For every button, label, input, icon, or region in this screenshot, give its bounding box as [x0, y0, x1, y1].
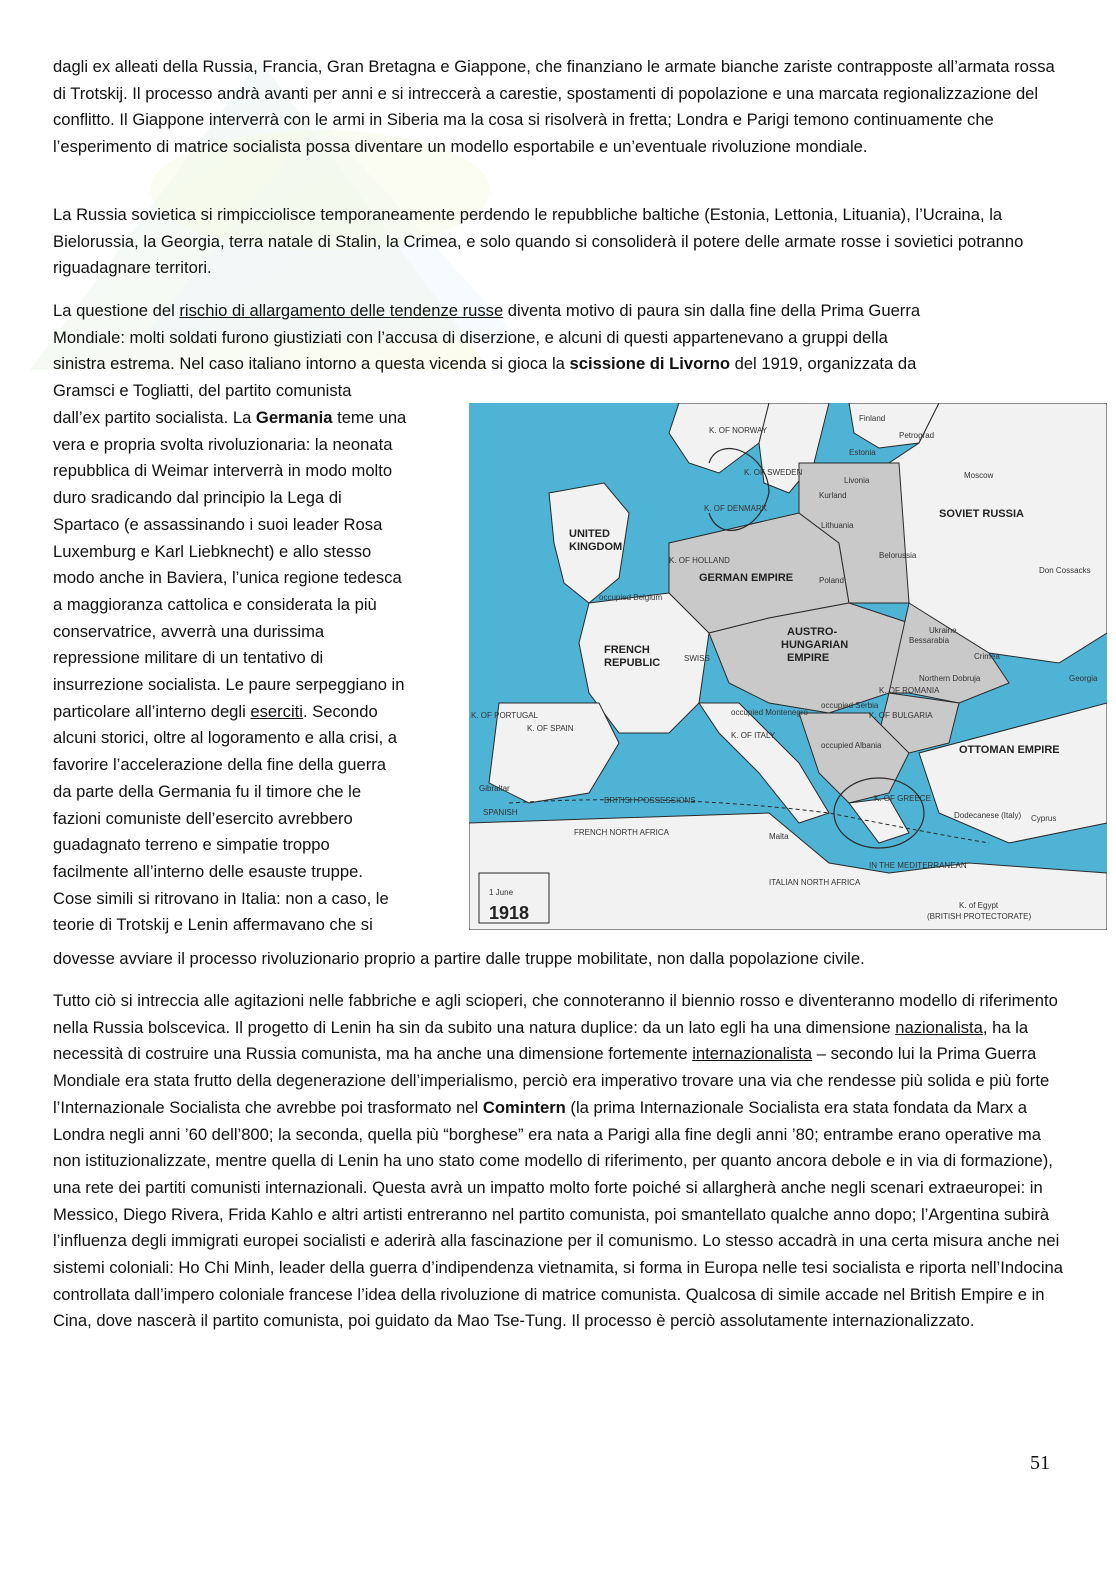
map-label-poland: Poland: [819, 576, 844, 585]
underlined-word: eserciti: [250, 701, 303, 721]
map-label-livonia: Livonia: [844, 476, 870, 485]
map-label-inmed: IN THE MEDITERRANEAN: [869, 861, 967, 870]
map-label-romania: K. OF ROMANIA: [879, 686, 940, 695]
map-date-label: 1 June: [489, 888, 514, 897]
map-label-austria-3: EMPIRE: [787, 652, 830, 664]
bold-term: scissione di Livorno: [569, 354, 730, 374]
wrapped-paragraph-end: dovesse avviare il processo rivoluzionario proprio a partire dalle truppe mobilitate, non dalla popolazione civile.: [53, 949, 865, 968]
map-label-spanish: SPANISH: [483, 808, 518, 817]
map-label-swiss: SWISS: [684, 654, 710, 663]
bold-term: Germania: [255, 408, 333, 427]
paragraph-4: Tutto ciò si intreccia alle agitazioni nelle fabbriche e agli scioperi, che connoteranno il biennio rosso e diventeranno modello di riferimento nella Russia bolscevica. Il progetto di Lenin ha sin da subito una natura duplice: da un lato egli ha una dimensione nazionalista, ha la necessità di costruire una Russia comunista, ma ha anche una dimensione fortemente internazionalista – secondo lui la Prima Guerra Mondiale era stata frutto della degenerazione dell’imperialismo, perciò era imperativo trovare una via che rendesse più solida e più forte l’Internazionale Socialista che avrebbe poi trasformato nel Comintern (la prima Internazionale Socialista era stata fondata da Marx a Londra negli anni ’60 dell’800; la seconda, quella più “borghese” era nata a Parigi alla fine degli anni ’80; entrambe erano operative ma non istituzionalizzate, mentre quella di Lenin ha uno stato come modello di riferimento, per quanto ancora debole e in via di formazione), una rete dei partiti comunisti internazionali. Questa avrà un impatto molto forte poiché si allargherà anche negli scenari extraeuropei: in Messico, Diego Rivera, Frida Kahlo e altri artisti entreranno nel partito comunista, poi smantellato qualche anno dopo; l’Argentina subirà l’influenza degli immigrati europei socialisti e aderirà alla fascinazione per il comunismo. Lo stesso accadrà in una certa misura anche nei sistemi coloniali: Ho Chi Minh, leader della guerra d’indipendenza vietnamita, si forma in Europa nelle tesi socialista e riporta nell’Indocina controllata dall’impero coloniale francese l’idea della rivoluzione di matrice comunista. Qualcosa di simile accade nel British Empire e in Cina, dove nascerà il partito comunista, poi guidato da Mao Tse-Tung. Il processo è perciò assolutamente internazionalizzato.: [53, 991, 1063, 1331]
map-label-moscow: Moscow: [964, 471, 994, 480]
underlined-phrase: rischio di allargamento delle tendenze russe: [179, 301, 504, 320]
map-label-ndobruja: Northern Dobruja: [919, 674, 981, 683]
map-label-montenegro: occupied Montenegro: [731, 708, 808, 717]
map-label-soviet: SOVIET RUSSIA: [939, 508, 1024, 520]
paragraph-1: dagli ex alleati della Russia, Francia, Gran Bretagna e Giappone, che finanziano le armate bianche zariste contrapposte all’armata rossa di Trotskij. Il processo andrà avanti per anni e si intreccerà a carestie, spostamenti di popolazione e una marcata regionalizzazione del conflitto. Il Giappone interverrà con le armi in Siberia ma la cosa si risolverà in fretta; Londra e Parigi temono continuamente che l’esperimento di matrice socialista possa diventare un modello esportabile e un’eventuale rivoluzione mondiale.: [53, 57, 1055, 157]
paragraph-2: La Russia sovietica si rimpicciolisce temporaneamente perdendo le repubbliche baltiche (Estonia, Lettonia, Lituania), l’Ucraina, la Bielorussia, la Georgia, terra natale di Stalin, la Crimea, e solo quando si consoliderà il potere delle armate rosse i sovietici potranno riguadagnare territori.: [53, 205, 1024, 278]
map-label-german: GERMAN EMPIRE: [699, 572, 794, 584]
map-label-uk-2: KINGDOM: [569, 541, 623, 553]
map-label-spain: K. OF SPAIN: [527, 724, 574, 733]
underlined-word: nazionalista: [895, 1017, 983, 1037]
map-label-fna: FRENCH NORTH AFRICA: [574, 828, 669, 837]
map-label-estonia: Estonia: [849, 448, 876, 457]
europe-1918-map: [469, 403, 1107, 930]
map-label-french-1: FRENCH: [604, 644, 650, 656]
map-label-bulgaria: K. OF BULGARIA: [869, 711, 933, 720]
map-label-petrograd: Petrograd: [899, 431, 935, 440]
map-label-ukraine: Ukraine: [929, 626, 957, 635]
map-label-belorussia: Belorussia: [879, 551, 917, 560]
bold-term: Comintern: [482, 1097, 566, 1117]
map-label-austria-1: AUSTRO-: [787, 626, 838, 638]
map-label-french-2: REPUBLIC: [604, 657, 661, 669]
map-label-finland: Finland: [859, 414, 886, 423]
map-label-lithuania: Lithuania: [821, 521, 854, 530]
map-label-egypt-2: (BRITISH PROTECTORATE): [927, 912, 1032, 921]
map-label-greece: K. OF GREECE: [874, 794, 931, 803]
underlined-word: internazionalista: [692, 1044, 813, 1064]
map-label-ottoman: OTTOMAN EMPIRE: [959, 744, 1060, 756]
map-label-british: BRITISH POSSESSIONS: [604, 796, 696, 805]
map-label-egypt-1: K. of Egypt: [959, 901, 999, 910]
map-label-holland: K. OF HOLLAND: [669, 556, 730, 565]
map-label-denmark: K. OF DENMARK: [704, 504, 768, 513]
paragraph-3: La questione del rischio di allargamento delle tendenze russe diventa motivo di paura sin dalla fine della Prima Guerra Mondiale: molti soldati furono giustiziati con l’accusa di diserzione, e alcuni di questi appartenevano a gruppi della sinistra estrema. Nel caso italiano intorno a questa vicenda si gioca la scissione di Livorno del 1919, organizzata da Gramsci e Togliatti, del partito comunista: [53, 301, 921, 401]
map-label-gibraltar: Gibraltar: [479, 784, 510, 793]
map-label-ina: ITALIAN NORTH AFRICA: [769, 878, 861, 887]
wrapped-paragraph: dall’ex partito socialista. La Germania teme una vera e propria svolta rivoluzionaria: la neonata repubblica di Weimar interverrà in modo molto duro sradicando dal principio la Lega di Spartaco (e assassinando i suoi leader Rosa Luxemburg e Karl Liebknecht) e allo stesso modo anche in Baviera, l’unica regione tedesca a maggioranza cattolica e considerata la più conservatrice, avverrà una durissima repressione militare di un tentativo di insurrezione socialista. Le paure serpeggiano in particolare all’interno degli eserciti. Secondo alcuni storici, oltre al logoramento e alla crisi, a favorire l’accelerazione della fine della guerra da parte della Germania fu il timore che le fazioni comuniste dell’esercito avrebbero guadagnato terreno e simpatie troppo facilmente all’interno delle esauste truppe. Cose simili si ritrovano in Italia: non a caso, le teorie di Trotskij e Lenin affermavano che si: [53, 408, 407, 935]
map-label-serbia: occupied Serbia: [821, 701, 879, 710]
map-label-italy: K. OF ITALY: [731, 731, 776, 740]
map-label-georgia: Georgia: [1069, 674, 1098, 683]
map-label-don: Don Cossacks: [1039, 566, 1091, 575]
map-label-sweden: K. OF SWEDEN: [744, 468, 803, 477]
map-label-dodecanese: Dodecanese (Italy): [954, 811, 1022, 820]
map-year-label: 1918: [489, 903, 530, 923]
map-label-malta: Malta: [769, 832, 789, 841]
map-label-crimea: Crimea: [974, 652, 1000, 661]
map-label-kurland: Kurland: [819, 491, 847, 500]
page-number: 51: [1030, 1452, 1050, 1474]
map-label-austria-2: HUNGARIAN: [781, 639, 849, 651]
map-label-uk-1: UNITED: [569, 528, 610, 540]
map-label-albania: occupied Albania: [821, 741, 882, 750]
map-label-norway: K. OF NORWAY: [709, 426, 768, 435]
map-label-portugal: K. OF PORTUGAL: [471, 711, 538, 720]
map-label-belgium: occupied Belgium: [599, 593, 663, 602]
map-label-bessarabia: Bessarabia: [909, 636, 950, 645]
map-label-cyprus: Cyprus: [1031, 814, 1057, 823]
